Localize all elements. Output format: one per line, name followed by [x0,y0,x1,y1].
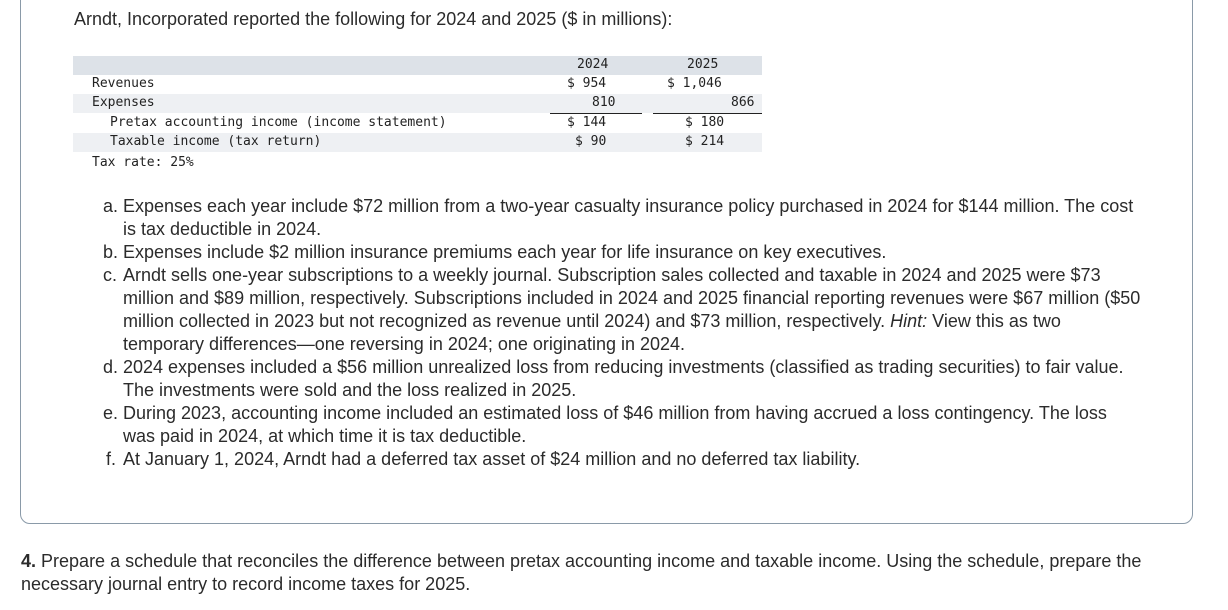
value-2025: 866 [731,95,755,110]
note-marker: c. [103,265,118,285]
value-2024: $ 954 [567,76,607,91]
value-2024: 810 [592,95,616,110]
note-text: Expenses include $2 million insurance premiums each year for life insurance on key executives. [123,242,887,262]
value-2025: $ 180 [685,115,725,130]
value-2024: $ 144 [567,115,607,130]
row-label: Taxable income (tax return) [110,134,322,149]
year-header-2025: 2025 [687,57,719,72]
note-a [103,195,1143,241]
note-text: Arndt sells one-year subscriptions to a weekly journal. Subscription sales collected and taxable in 2024 and 2025 were $73 million and $89 million, respectively. Subscriptions included in 2024 and 2025 financial reporting revenues were $67 million ($50 million collected in 2023 but not recognized as revenue until 2024) and $73 million, respectively. [123,265,1141,331]
row-label: Expenses [92,95,155,110]
hint-text: View this as two temporary differences—one reversing in 2024; one originating in 2024. [123,311,1061,354]
note-b [103,241,1143,264]
year-header-2024: 2024 [577,57,609,72]
value-2025: $ 214 [685,134,725,149]
note-marker: a. [103,196,119,216]
question-text: Prepare a schedule that reconciles the difference between pretax accounting income and taxable income. Using the schedule, prepare the necessary journal entry to record income taxes for 2025. [21,551,1142,594]
note-text: Expenses each year include $72 million from a two-year casualty insurance policy purchased in 2024 for $144 million. The cost is tax deductible in 2024. [123,196,1134,239]
note-marker: b. [103,242,119,262]
hint-label: Hint: [890,311,928,331]
table-row [73,133,762,152]
note-f [103,448,1143,471]
note-marker: d. [103,357,119,377]
table-row [73,94,762,113]
row-label: Pretax accounting income (income statement) [110,115,447,130]
value-2025: $ 1,046 [667,76,722,91]
note-d [103,356,1143,402]
tax-rate: Tax rate: 25% [92,155,194,170]
note-marker: f. [106,449,117,469]
note-c [103,264,1143,356]
row-label: Revenues [92,76,155,91]
intro-text: Arndt, Incorporated reported the following for 2024 and 2025 ($ in millions): [74,9,673,29]
value-2024: $ 90 [575,134,607,149]
table-header-row [73,56,762,75]
question-number: 4. [21,551,37,571]
notes-list [103,195,1143,471]
table-row [73,75,762,94]
note-text: 2024 expenses included a $56 million unrealized loss from reducing investments (classified as trading securities) to fair value. The investments were sold and the loss realized in 2025. [123,357,1124,400]
question-4 [21,550,1201,596]
note-marker: e. [103,403,119,423]
note-text: At January 1, 2024, Arndt had a deferred tax asset of $24 million and no deferred tax liability. [123,449,861,469]
note-text: During 2023, accounting income included an estimated loss of $46 million from having accrued a loss contingency. The loss was paid in 2024, at which time it is tax deductible. [123,403,1107,446]
table-row [73,114,762,133]
note-e [103,402,1143,448]
